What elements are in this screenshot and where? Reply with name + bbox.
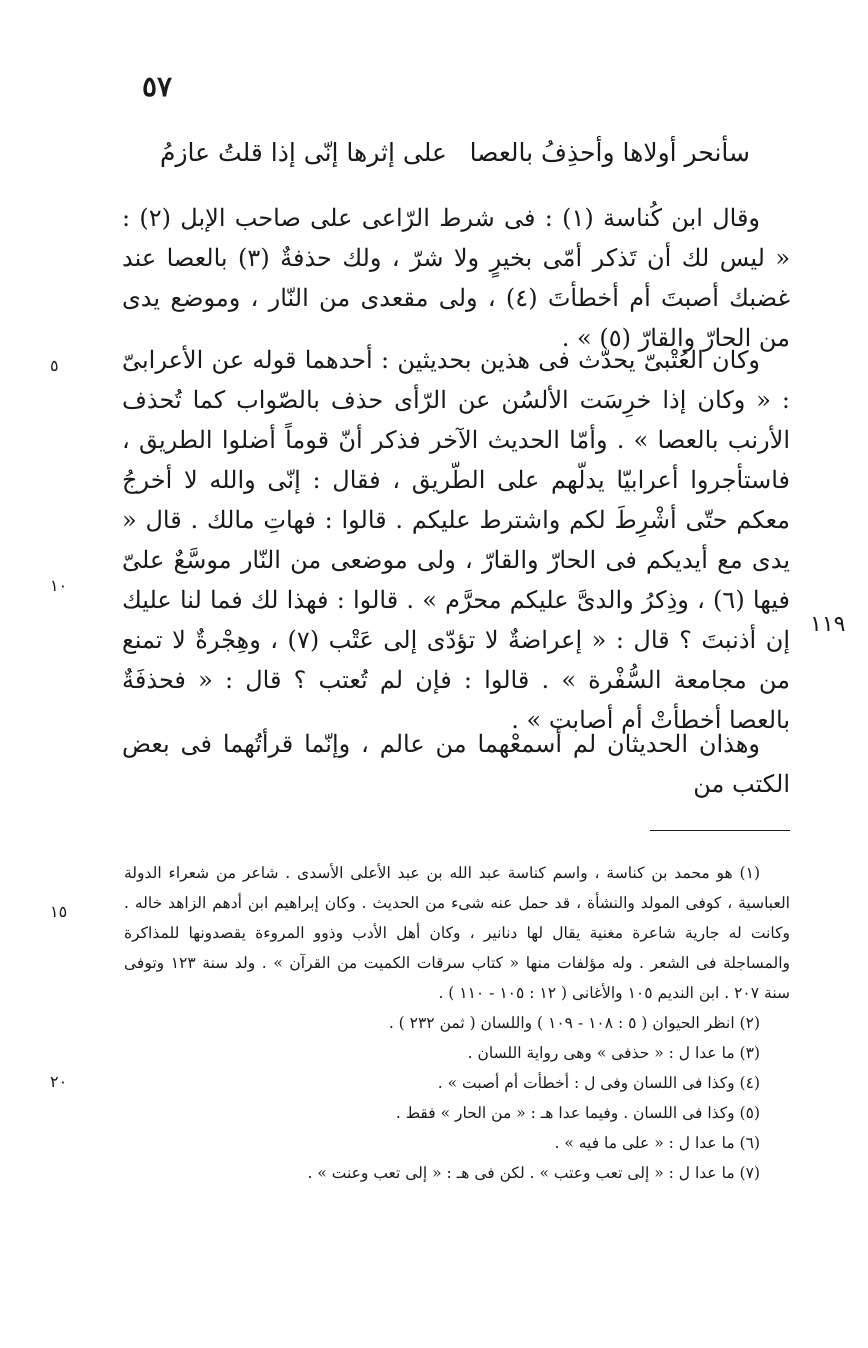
verse-first-hemistich: سأنحر أولاها وأحذِفُ بالعصا <box>469 138 750 167</box>
original-page-number: ١١٩ <box>810 612 846 637</box>
footnotes <box>124 858 790 1188</box>
line-number-20: ٢٠ <box>50 1072 68 1091</box>
paragraph-text: وكان العُتْبىّ يحدّث فى هذين بحديثين : أحدهما قوله عن الأعرابىّ : « وكان إذا خرِسَت الألسُن عن الرّأى حذف بالصّواب كما تُحذف الأرنب بالعصا » . وأمّا الحديث الآخر فذكر أنّ قوماً أضلوا الطريق ، فاستأجروا أعرابيّا يدلّهم على الطّريق ، فقال : إنّى والله لا أخرجُ معكم حتّى أشْرِطَ لكم واشترط عليكم . قالوا : فهاتِ مالك . قال « يدى مع أيديكم فى الحارّ والقارّ ، ولى موضعى من النّار موسَّعٌ علىّ فيها (٦) ، وذِكرُ والدىَّ عليكم محرَّم » . قالوا : فهذا لك فما لنا عليك إن أذنبتَ ؟ قال : « إعراضةٌ لا تؤدّى إلى عَتْب (٧) ، وهِجْرةٌ لا تمنع من مجامعة السُّفْرة » . قالوا : فإن لم تُعتب ؟ قال : « فحذفَةٌ بالعصا أخطأتْ أم أصابت » . <box>122 346 791 734</box>
line-number-10: ١٠ <box>50 576 68 595</box>
paragraph-text: وقال ابن كُناسة (١) : فى شرط الرّاعى على صاحب الإبل (٢) : « ليس لك أن تَذكر أمّى بخيرٍ ولا شرّ ، ولك حذفةٌ (٣) بالعصا عند غضبك أصبتَ أم أخطأتَ (٤) ، ولى مقعدى من النّار ، وموضع يدى من الحارّ والقارّ (٥) » . <box>122 204 791 352</box>
footnote-1: (١) هو محمد بن كناسة ، واسم كناسة عبد الله بن عبد الأعلى الأسدى . شاعر من شعراء الدولة العباسية ، كوفى المولد والنشأة ، قد حمل عنه شىء من الحديث . وكان إبراهيم ابن أدهم الزاهد خاله . وكانت له جارية شاعرة مغنية يقال لها دنانير ، وكان أهل الأدب وذوو المروءة يقصدونها للمذاكرة والمساجلة فى الشعر . وله مؤلفات منها « كتاب سرقات الكميت من القرآن » . ولد سنة ١٢٣ وتوفى سنة ٢٠٧ . ابن النديم ١٠٥ والأغانى ( ١٢ : ١٠٥ - ١١٠ ) . <box>124 864 791 1002</box>
poetry-verse <box>160 138 750 182</box>
footnote-2: (٢) انظر الحيوان ( ٥ : ١٠٨ - ١٠٩ ) واللسان ( ثمن ٢٣٢ ) . <box>388 1014 760 1032</box>
footnote-5: (٥) وكذا فى اللسان . وفيما عدا هـ : « من الحار » فقط . <box>395 1104 760 1122</box>
body-paragraph-ibn-kunasa <box>122 198 790 358</box>
footnote-7: (٧) ما عدا ل : « إلى تعب وعتب » . لكن فى هـ : « إلى تعب وعنت » . <box>307 1164 760 1182</box>
footnote-4: (٤) وكذا فى اللسان وفى ل : أخطأت أم أصبت » . <box>437 1074 760 1092</box>
footnote-6: (٦) ما عدا ل : « على ما فيه » . <box>554 1134 760 1152</box>
body-paragraph-closing <box>122 724 790 804</box>
body-paragraph-utbi <box>122 340 790 740</box>
line-number-5: ٥ <box>50 356 59 375</box>
footnote-3: (٣) ما عدا ل : « حذفى » وهى رواية اللسان . <box>467 1044 760 1062</box>
paragraph-text: وهذان الحديثان لم أسمعْهما من عالم ، وإنّما قرأتُهما فى بعض الكتب من <box>122 730 790 798</box>
line-number-15: ١٥ <box>50 902 68 921</box>
footnote-separator <box>650 830 790 831</box>
verse-second-hemistich: على إثرها إنّى إذا قلتُ عازمُ <box>160 138 447 167</box>
page-number: ٥٧ <box>142 70 173 103</box>
